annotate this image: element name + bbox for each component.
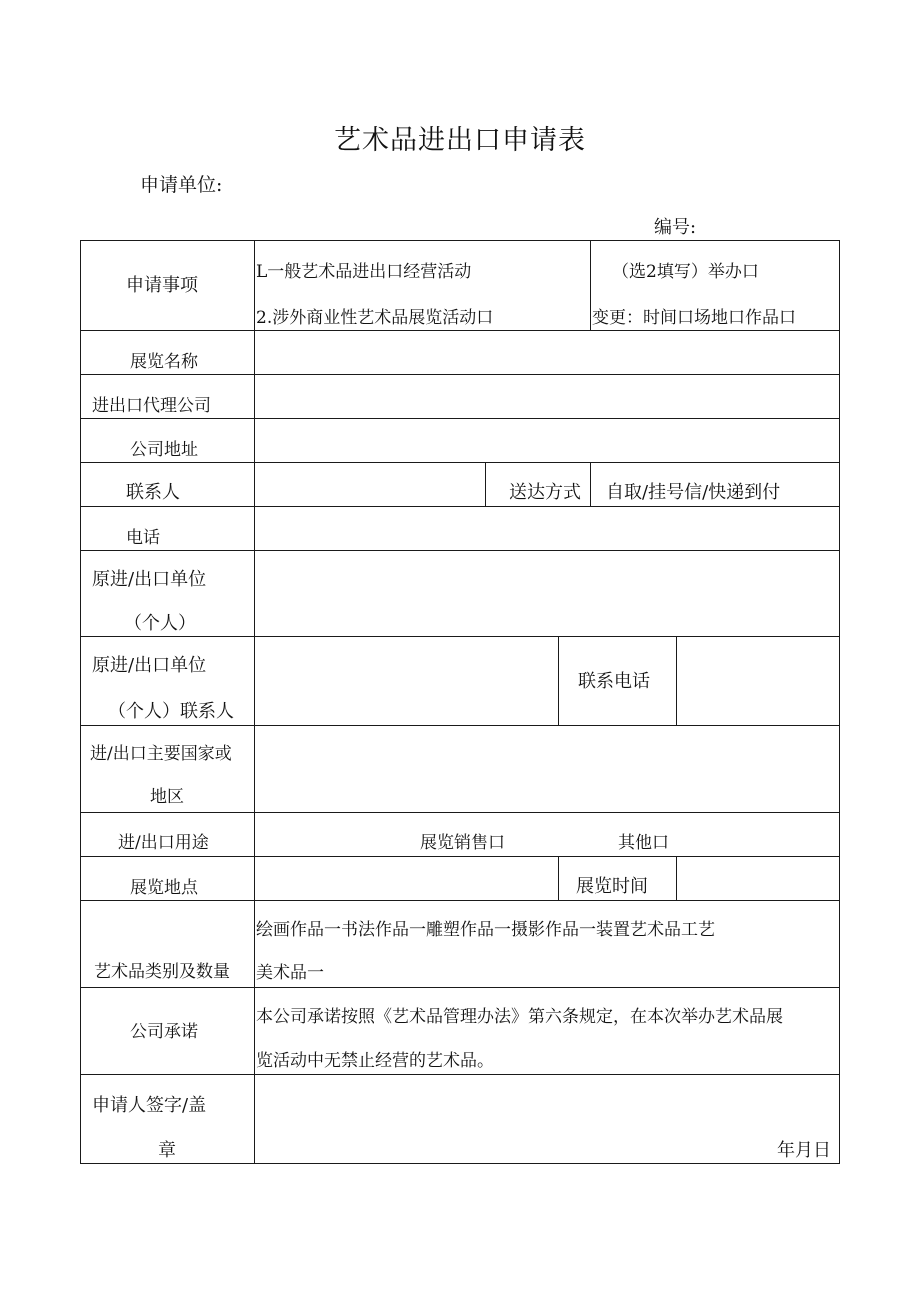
exhibition-venue-field[interactable] [256,858,557,899]
foreign-exhibition-option[interactable]: 2.涉外商业性艺术品展览活动口 [256,308,494,328]
company-address-label: 公司地址 [130,440,198,460]
artwork-category-line1: 绘画作品一书法作品一雕塑作品一摄影作品一装置艺术品工艺 [256,920,715,940]
purpose-label: 进/出口用途 [118,833,209,853]
original-contact-divider [676,636,677,725]
delivery-method-label: 送达方式 [509,482,581,503]
signature-date: 年月日 [777,1140,831,1161]
company-commitment-label: 公司承诺 [130,1022,198,1042]
original-unit-label-line2: （个人） [124,613,196,634]
table-border-top [80,240,840,241]
purpose-exhibition-sale-option[interactable]: 展览销售口 [420,833,505,853]
matter-column-divider [590,240,591,330]
original-contact-field[interactable] [256,638,557,724]
table-border-bottom [80,1163,840,1164]
agent-company-field[interactable] [256,376,838,417]
row-separator [80,462,840,463]
form-title: 艺术品进出口申请表 [334,125,586,156]
table-border-right [839,240,840,1164]
application-matter-label: 申请事项 [126,275,198,296]
country-region-field[interactable] [256,727,838,811]
original-contact-phone-label: 联系电话 [578,671,650,692]
artwork-category-line2: 美术品一 [256,963,324,983]
original-contact-label-line2: （个人）联系人 [108,701,234,722]
row-separator [80,374,840,375]
signature-label: 申请人签字/盖 [92,1095,207,1116]
commitment-text-line2: 览活动中无禁止经营的艺术品。 [256,1051,494,1071]
exhibition-venue-label: 展览地点 [130,878,198,898]
exhibition-time-label: 展览时间 [576,876,648,897]
contact-column-divider [590,462,591,506]
row-separator [80,987,840,988]
serial-number-label: 编号: [654,217,697,238]
row-separator [80,812,840,813]
row-separator [80,1074,840,1075]
label-column-divider [254,240,255,1164]
original-contact-phone-field[interactable] [678,638,838,724]
agent-company-label: 进出口代理公司 [92,396,211,416]
original-contact-label: 原进/出口单位 [92,655,207,676]
country-region-label: 进/出口主要国家或 [90,744,232,764]
country-region-label-line2: 地区 [150,787,184,807]
exhibition-name-label: 展览名称 [130,352,198,372]
delivery-method-options[interactable]: 自取/挂号信/快递到付 [606,482,781,503]
application-form-table [80,240,840,1164]
row-separator [80,330,840,331]
contact-column-divider [485,462,486,506]
row-separator [80,506,840,507]
phone-field[interactable] [256,508,838,549]
purpose-other-option[interactable]: 其他口 [618,833,669,853]
original-unit-label: 原进/出口单位 [92,569,207,590]
table-border-left [80,240,81,1164]
commitment-text-line1: 本公司承诺按照《艺术品管理办法》第六条规定，在本次举办艺术品展 [256,1007,783,1027]
row-separator [80,900,840,901]
general-trade-option[interactable]: L一般艺术品进出口经营活动 [256,262,472,282]
exhibition-name-field[interactable] [256,332,838,373]
row-separator [80,636,840,637]
original-unit-field[interactable] [256,552,838,635]
phone-label: 电话 [126,528,160,548]
change-options[interactable]: 变更：时间口场地口作品口 [592,308,796,328]
signature-field[interactable] [256,1076,838,1162]
venue-divider [558,856,559,900]
row-separator [80,550,840,551]
artwork-category-label: 艺术品类别及数量 [94,962,230,982]
company-address-field[interactable] [256,420,838,461]
original-contact-divider [558,636,559,725]
applicant-unit-label: 申请单位: [140,174,223,196]
row-separator [80,725,840,726]
venue-divider [676,856,677,900]
row-separator [80,856,840,857]
fill-instruction-note: （选2填写）举办口 [612,262,759,282]
row-separator [80,418,840,419]
contact-person-field[interactable] [256,464,484,505]
contact-person-label: 联系人 [126,482,180,503]
exhibition-time-field[interactable] [678,858,838,899]
signature-label-line2: 章 [158,1140,176,1161]
